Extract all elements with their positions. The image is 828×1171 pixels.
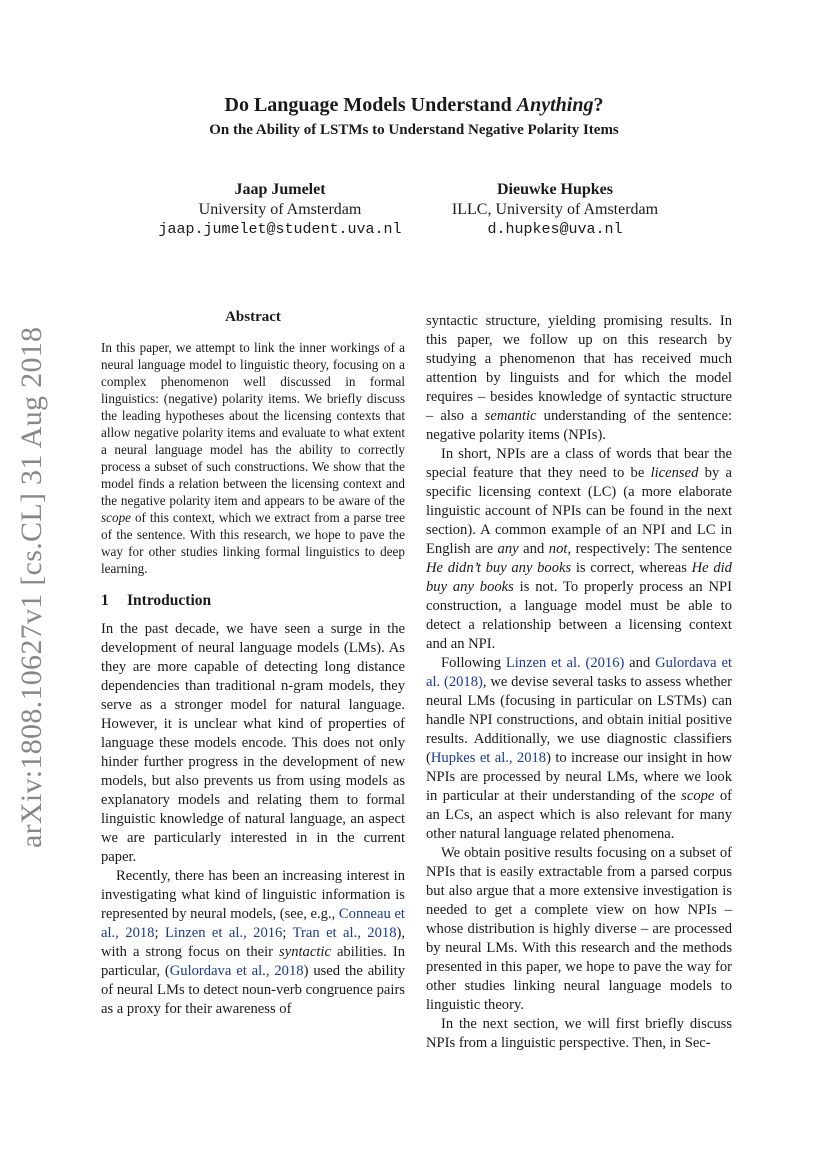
abstract-text: In this paper, we attempt to link the inner workings of a neural language model to linguistic theory, focusing on a complex phenomenon well discussed in formal linguistics: (negative) polarity items. We briefly discuss the leading hypotheses about the licensing contexts that allow negative polarity items and evaluate to what extent a neural language model has the ability to correctly process a subset of such constructions. We show that the model finds a relation between the licensing context and the negative polarity item and appears to be aware of the scope of this context, which we extract from a parse tree of the sentence. With this research, we hope to pave the way for other studies linking formal linguistics to deep learning.: [101, 340, 405, 576]
author-name: Dieuwke Hupkes: [496, 181, 614, 198]
author-block-1: [130, 180, 430, 240]
left-column: [101, 308, 405, 1019]
arxiv-stamp: arXiv:1808.10627v1 [cs.CL] 31 Aug 2018: [15, 326, 48, 848]
author-block-2: [405, 180, 705, 240]
citation-link[interactable]: Linzen et al., 2016: [164, 925, 283, 941]
citation-link[interactable]: Gulordava et al. (2018): [426, 655, 732, 690]
author-name: Jaap Jumelet: [234, 181, 326, 198]
paper-subtitle: On the Ability of LSTMs to Understand Negative Polarity Items: [209, 122, 619, 138]
intro-paragraph-2: Recently, there has been an increasing interest in investigating what kind of linguistic information is represented by neural models, (see, e.g., Conneau et al., 2018; Linzen et al., 2016; Tran et al., 2018), with a strong focus on their syntactic abilities. In particular, (Gulordava et al., 2018) used the ability of neural LMs to detect noun-verb congruence pairs as a proxy for their awareness of: [101, 868, 406, 1017]
abstract-heading: Abstract: [225, 309, 281, 325]
paragraph-continued: syntactic structure, yielding promising results. In this paper, we follow up on this research by studying a phenomenon that has received much attention by linguists and for which the model requires – besides knowledge of syntactic structure – also a semantic understanding of the sentence: negative polarity items (NPIs).: [426, 313, 732, 443]
right-column: [426, 312, 732, 1053]
intro-paragraph-1: In the past decade, we have seen a surge in the development of neural language models (LMs). As they are more capable of detecting long distance dependencies than traditional n-gram models, they serve as a stronger model for natural language. However, it is unclear what kind of properties of language these models encode. This does not only hinder further progress in the development of new models, but also prevents us from using models as explanatory models and relating them to formal linguistic knowledge of natural language, an aspect we are particularly interested in in the current paper.: [101, 621, 405, 865]
author-affiliation: ILLC, University of Amsterdam: [451, 201, 659, 218]
citation-link[interactable]: Tran et al., 2018: [292, 925, 397, 941]
citation-link[interactable]: Linzen et al. (2016): [505, 655, 625, 671]
section-heading-introduction: 1 Introduction: [101, 592, 212, 609]
npi-definition-paragraph: In short, NPIs are a class of words that bear the special feature that they need to be licensed by a specific licensing context (LC) (a more elaborate linguistic account of NPIs can be found in the next section). A common example of an NPI and LC in English are any and not, respectively: The sentence He didn’t buy any books is correct, whereas He did buy any books is not. To properly process an NPI construction, a language model must be able to detect a relationship between a licensing context and an NPI.: [426, 446, 732, 652]
author-affiliation: University of Amsterdam: [198, 201, 362, 218]
outline-paragraph: In the next section, we will first briefly discuss NPIs from a linguistic perspective. Then, in Sec-: [426, 1016, 732, 1051]
citation-link[interactable]: Gulordava et al., 2018: [169, 963, 304, 979]
tasks-paragraph: Following Linzen et al. (2016) and Gulordava et al. (2018), we devise several tasks to assess whether neural LMs (focusing in particular on LSTMs) can handle NPI constructions, and obtain initial positive results. Additionally, we use diagnostic classifiers (Hupkes et al., 2018) to increase our insight in how NPIs are processed by neural LMs, where we look in particular at their understanding of the scope of an LCs, an aspect which is also relevant for many other natural language related phenomena.: [426, 655, 732, 842]
author-email: jaap.jumelet@student.uva.nl: [158, 221, 402, 238]
results-paragraph: We obtain positive results focusing on a subset of NPIs that is easily extractable from a parsed corpus but also argue that a more extensive investigation is needed to get a complete view on how NPIs – whose distribution is highly diverse – are processed by neural LMs. With this research and the methods presented in this paper, we hope to pave the way for other studies linking neural language models to linguistic theory.: [426, 845, 732, 1013]
paper-title: Do Language Models Understand Anything?: [224, 94, 604, 116]
citation-link[interactable]: Conneau et al., 2018: [101, 906, 405, 941]
citation-link[interactable]: Hupkes et al., 2018: [430, 750, 547, 766]
author-email: d.hupkes@uva.nl: [487, 221, 623, 238]
